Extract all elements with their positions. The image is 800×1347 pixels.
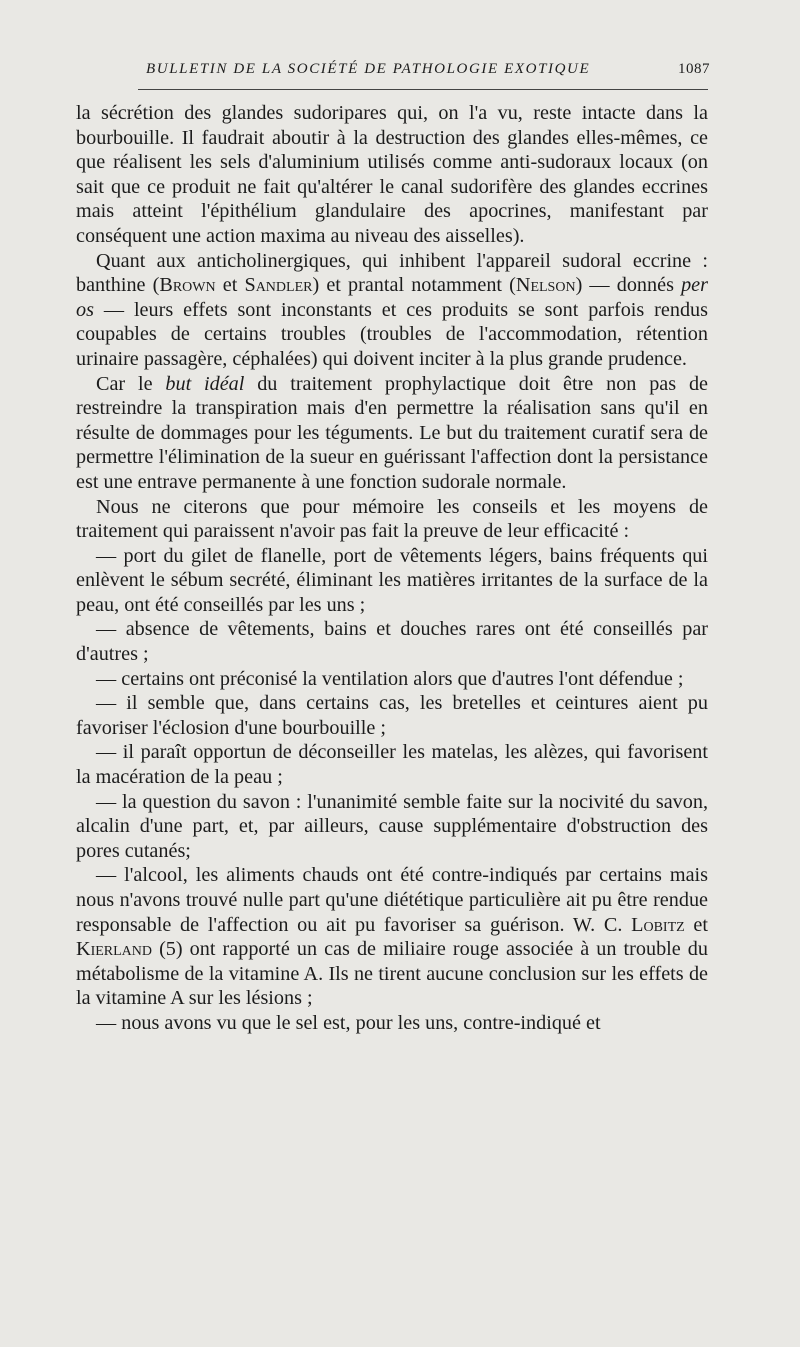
list-item: — port du gilet de flanelle, port de vêtements légers, bains fréquents qui enlèvent le sébum secrété, éliminant les matières irritantes de la surface de la peau, ont été conseillés par les uns ; — [76, 544, 708, 616]
text-run: Quant aux anticholinergiques, qui inhibent l'appareil sudoral eccrine : banthine ( — [76, 249, 708, 297]
page-number: 1087 — [678, 61, 710, 77]
list-item: — nous avons vu que le sel est, pour les uns, contre-indiqué et — [96, 1011, 601, 1034]
list-item: — la question du savon : l'unanimité semble faite sur la nocivité du savon, alcalin d'une part, et, par ailleurs, cause supplémentaire d'obstruction des pores cutanés; — [76, 790, 708, 862]
italic-term: but idéal — [165, 372, 245, 395]
body-text — [76, 101, 708, 1036]
list-item — [76, 863, 708, 1011]
author-name: Nelson — [515, 274, 576, 297]
text-run: — leurs effets sont inconstants et ces produits se sont parfois rendus coupables de certains troubles (troubles de l'accommodation, rétention urinaire passagère, céphalées) qui doivent inciter à la plus grande prudence. — [76, 298, 708, 370]
running-title: BULLETIN DE LA SOCIÉTÉ DE PATHOLOGIE EXOTIQUE — [146, 61, 591, 77]
header-rule — [138, 89, 708, 90]
author-name: Lobitz — [631, 913, 685, 936]
list-item: — certains ont préconisé la ventilation alors que d'autres l'ont défendue ; — [96, 667, 684, 690]
text-run: ) et prantal notamment ( — [312, 274, 516, 297]
text-run: (5) ont rapporté un cas de miliaire rouge associée à un trouble du métabolisme de la vitamine A. Ils ne tirent aucune conclusion sur les effets de la vitamine A sur les lésions ; — [76, 938, 708, 1010]
italic-term: per os — [76, 274, 708, 321]
paragraph-but-ideal — [76, 372, 708, 495]
paragraph-continuation: la sécrétion des glandes sudoripares qui, on l'a vu, reste intacte dans la bourbouille. Il faudrait aboutir à la destruction des glandes elles-mêmes, ce que réalisent les sels d'aluminium utilisés comme anti-sudoraux locaux (on sait que ce produit ne fait qu'altérer le canal sudorifère des glandes eccrines mais atteint l'épithélium glandulaire des apocrines, manifestant par conséquent une action maxima au niveau des aisselles). — [76, 102, 708, 247]
text-run: ) — donnés — [575, 274, 682, 297]
list-item: — il paraît opportun de déconseiller les matelas, les alèzes, qui favorisent la macération de la peau ; — [76, 741, 708, 789]
author-name: Brown — [159, 274, 216, 297]
page-header — [76, 58, 708, 86]
list-item: — il semble que, dans certains cas, les bretelles et ceintures aient pu favoriser l'éclosion d'une bourbouille ; — [76, 692, 708, 739]
author-name: Sandler — [244, 274, 313, 297]
text-run: Car le — [96, 372, 166, 395]
author-name: Kierland — [76, 938, 153, 961]
text-run: — l'alcool, les aliments chauds ont été contre-indiqués par certains mais nous n'avons trouvé nulle part qu'une diététique particulière ait pu être rendue responsable de l'affection ou ait pu favoriser sa guérison. W. C. — [76, 864, 708, 936]
text-run: du traitement prophylactique doit être non pas de restreindre la transpiration mais d'en permettre la réalisation sans qu'il en résulte de dommages pour les téguments. Le but du traitement curatif sera de permettre l'élimination de la sueur en guérissant l'affection dont la persistance est une entrave permanente à une fonction sudorale normale. — [76, 372, 708, 493]
list-item: — absence de vêtements, bains et douches rares ont été conseillés par d'autres ; — [76, 618, 708, 666]
text-run: et — [684, 913, 708, 936]
text-run: et — [215, 274, 245, 297]
paragraph-conseils: Nous ne citerons que pour mémoire les conseils et les moyens de traitement qui paraissent n'avoir pas fait la preuve de leur efficacité : — [76, 495, 708, 543]
paragraph-anticholinergiques — [76, 249, 708, 372]
